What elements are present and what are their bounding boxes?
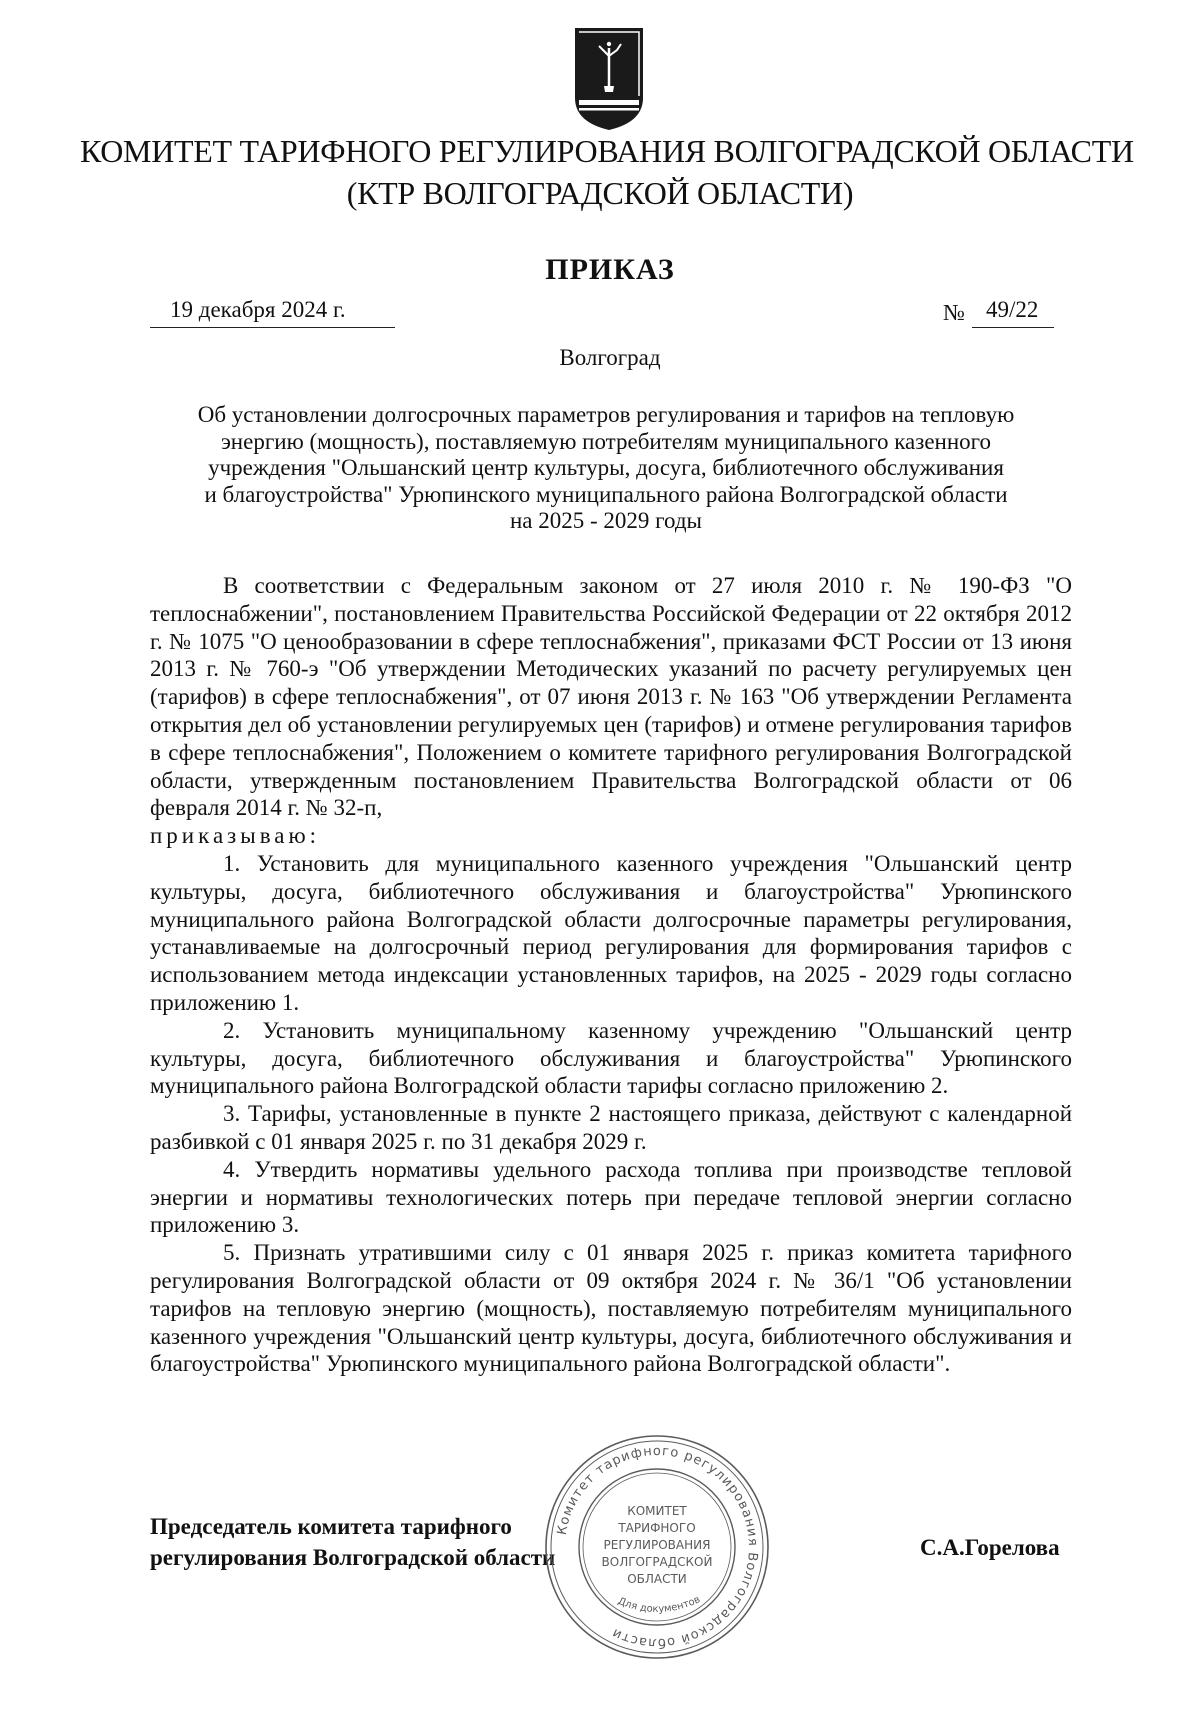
order-item-2: 2. Установить муниципальному казенному учреждению "Ольшанский центр культуры, досуга, библиотечного обслуживания и благоустройства" Урюпинского муниципального района Волгоградской области тарифы согласно приложению 2. <box>150 1017 1072 1099</box>
signatory-title-line: Председатель комитета тарифного <box>150 1514 512 1539</box>
stamp-outer-text: Комитет тарифного регулирования Волгоградской области <box>554 1443 761 1651</box>
order-word-text: приказываю: <box>150 823 321 849</box>
stamp-inner-line: ОБЛАСТИ <box>627 1572 687 1586</box>
document-body <box>150 572 1072 1378</box>
number-label: № <box>943 300 965 325</box>
signatory-name: С.А.Горелова <box>920 1535 1060 1560</box>
preamble-paragraph: В соответствии с Федеральным законом от 27 июля 2010 г. № 190-ФЗ "О теплоснабжении", постановлением Правительства Российской Федерации от 22 октября 2012 г. № 1075 "О ценообразовании в сфере теплоснабжения", приказами ФСТ России от 13 июня 2013 г. № 760-э "Об утверждении Методических указаний по расчету регулируемых цен (тарифов) в сфере теплоснабжения", от 07 июня 2013 г. № 163 "Об утверждении Регламента открытия дел об установлении регулируемых цен (тарифов) и отмене регулирования тарифов в сфере теплоснабжения", Положением о комитете тарифного регулирования Волгоградской области, утвержденным постановлением Правительства Волгоградской области от 06 февраля 2014 г. № 32-п, <box>150 573 1072 821</box>
order-word <box>150 822 1072 850</box>
svg-text:Для документов <box>616 1594 702 1615</box>
stamp-inner-line: КОМИТЕТ <box>627 1504 687 1518</box>
organization-abbreviation: (КТР ВОЛГОГРАДСКОЙ ОБЛАСТИ) <box>346 175 854 211</box>
order-item-4: 4. Утвердить нормативы удельного расхода топлива при производстве тепловой энергии и нормативы технологических потерь при передаче тепловой энергии согласно приложению 3. <box>150 1156 1072 1238</box>
coat-of-arms-icon <box>573 26 645 132</box>
document-subject <box>150 402 1062 535</box>
subject-line: и благоустройства" Урюпинского муниципального района Волгоградской области <box>204 481 1008 507</box>
subject-line: Об установлении долгосрочных параметров регулирования и тарифов на тепловую <box>197 402 1015 427</box>
city: Волгоград <box>559 345 661 370</box>
stamp-inner-line: ТАРИФНОГО <box>618 1521 696 1535</box>
order-item-1: 1. Установить для муниципального казенного учреждения "Ольшанский центр культуры, досуга, библиотечного обслуживания и благоустройства" Урюпинского муниципального района Волгоградской области долгосрочные параметры регулирования, устанавливаемые на долгосрочный период регулирования для формирования тарифов с использованием метода индексации установленных тарифов, на 2025 - 2029 годы согласно приложению 1. <box>150 850 1072 1015</box>
official-stamp <box>542 1432 772 1662</box>
signatory-title-line: регулирования Волгоградской области <box>150 1545 556 1570</box>
stamp-bottom-text: Для документов <box>616 1594 703 1616</box>
organization-name: КОМИТЕТ ТАРИФНОГО РЕГУЛИРОВАНИЯ ВОЛГОГРАДСКОЙ ОБЛАСТИ <box>80 133 1134 169</box>
subject-line: на 2025 - 2029 годы <box>509 508 703 533</box>
signatory-title <box>150 1511 555 1573</box>
document-number: 49/22 <box>986 297 1039 322</box>
order-item-5: 5. Признать утратившими силу с 01 января 2025 г. приказ комитета тарифного регулирования Волгоградской области от 09 октября 2024 г. № 36/1 "Об установлении тарифов на тепловую энергию (мощность), поставляемую потребителям муниципального казенного учреждения "Ольшанский центр культуры, досуга, библиотечного обслуживания и благоустройства" Урюпинского муниципального района Волгоградской области". <box>150 1240 1072 1377</box>
subject-line: энергию (мощность), поставляемую потребителям муниципального казенного <box>220 428 992 454</box>
document-type: ПРИКАЗ <box>545 253 675 286</box>
subject-line: учреждения "Ольшанский центр культуры, досуга, библиотечного обслуживания <box>208 455 1004 480</box>
number-field <box>972 297 1054 328</box>
stamp-inner-line: ВОЛГОГРАДСКОЙ <box>601 1555 713 1569</box>
stamp-inner-line: РЕГУЛИРОВАНИЯ <box>603 1538 711 1552</box>
date-field <box>150 297 395 328</box>
order-item-3: 3. Тарифы, установленные в пункте 2 настоящего приказа, действуют с календарной разбивкой с 01 января 2025 г. по 31 декабря 2029 г. <box>150 1101 1072 1154</box>
document-date: 19 декабря 2024 г. <box>170 297 346 322</box>
